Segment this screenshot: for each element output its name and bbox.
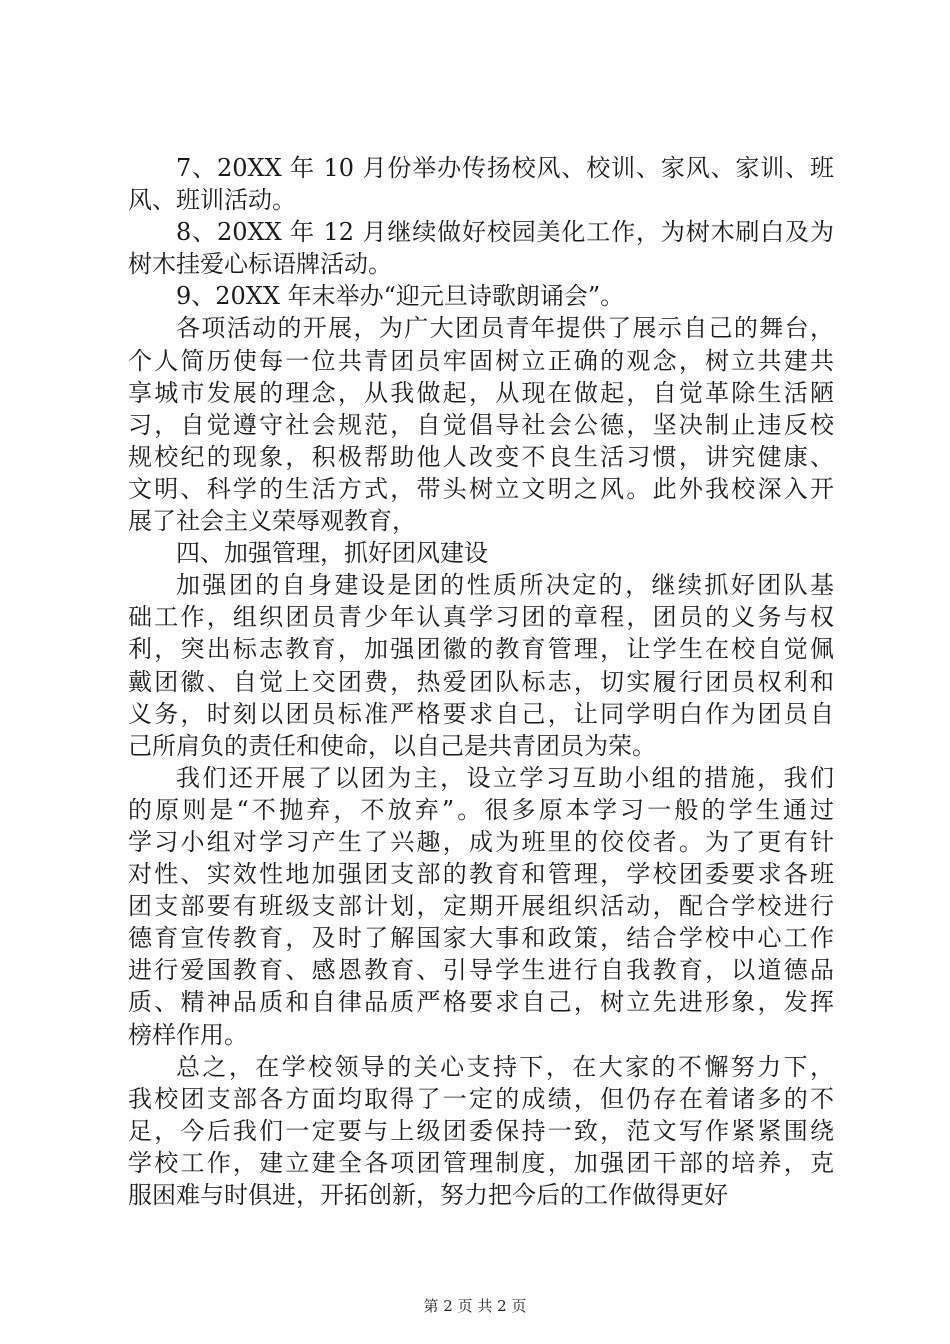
page-number-footer: 第 2 页 共 2 页 [423, 1297, 527, 1315]
text-line: 树木挂爱心标语牌活动。 [128, 250, 392, 279]
text-line: 己所肩负的责任和使命，以自己是共青团员为荣。 [128, 731, 656, 760]
text-line: 的原则是“不抛弃，不放弃”。很多原本学习一般的学生通过 [128, 795, 834, 824]
text-line: 享城市发展的理念，从我做起，从现在做起，自觉革除生活陋 [128, 378, 834, 407]
text-line: 进行爱国教育、感恩教育、引导学生进行自我教育，以道德品 [128, 956, 834, 985]
paragraph-item-9 [128, 280, 834, 312]
text-line: 总之，在学校领导的关心支持下，在大家的不懈努力下， [176, 1052, 834, 1081]
text-line: 服困难与时俱进，开拓创新，努力把今后的工作做得更好 [128, 1181, 728, 1209]
text-line: 规校纪的现象，积极帮助他人改变不良生活习惯，讲究健康、 [128, 442, 834, 471]
text-line: 质、精神品质和自律品质严格要求自己，树立先进形象，发挥 [128, 988, 834, 1017]
text-line: 9、20XX 年末举办“迎元旦诗歌朗诵会”。 [176, 282, 625, 311]
paragraph-conclusion [128, 1051, 834, 1211]
text-line: 风、班训活动。 [128, 186, 296, 215]
text-line: 足，今后我们一定要与上级团委保持一致，范文写作紧紧围绕 [128, 1116, 834, 1145]
document-body [128, 152, 834, 1211]
text-line: 各项活动的开展，为广大团员青年提供了展示自己的舞台， [176, 314, 834, 343]
paragraph-study-groups [128, 762, 834, 1051]
text-line: 利，突出标志教育，加强团徽的教育管理，让学生在校自觉佩 [128, 635, 834, 664]
text-line: 榜样作用。 [128, 1020, 248, 1049]
paragraph-item-7 [128, 152, 834, 216]
text-line: 7、20XX 年 10 月份举办传扬校风、校训、家风、家训、班 [176, 154, 834, 182]
text-line: 学校工作，建立建全各项团管理制度，加强团干部的培养，克 [128, 1148, 834, 1177]
text-line: 文明、科学的生活方式，带头树立文明之风。此外我校深入开 [128, 474, 834, 503]
text-line: 四、加强管理，抓好团风建设 [176, 539, 488, 568]
paragraph-self-building [128, 569, 834, 762]
text-line: 我们还开展了以团为主，设立学习互助小组的措施，我们 [176, 763, 834, 792]
paragraph-item-8 [128, 216, 834, 280]
section-heading [128, 537, 834, 569]
text-line: 习，自觉遵守社会规范，自觉倡导社会公德，坚决制止违反校 [128, 410, 834, 439]
text-line: 对性、实效性地加强团支部的教育和管理，学校团委要求各班 [128, 860, 834, 889]
paragraph-activities [128, 312, 834, 537]
text-line: 义务，时刻以团员标准严格要求自己，让同学明白作为团员自 [128, 699, 834, 728]
text-line: 个人简历使每一位共青团员牢固树立正确的观念，树立共建共 [128, 346, 834, 375]
text-line: 戴团徽、自觉上交团费，热爱团队标志，切实履行团员权利和 [128, 667, 834, 696]
text-line: 团支部要有班级支部计划，定期开展组织活动，配合学校进行 [128, 892, 834, 921]
text-line: 我校团支部各方面均取得了一定的成绩，但仍存在着诸多的不 [128, 1084, 834, 1113]
text-line: 加强团的自身建设是团的性质所决定的，继续抓好团队基 [176, 571, 834, 600]
text-line: 德育宣传教育，及时了解国家大事和政策，结合学校中心工作 [128, 924, 834, 953]
text-line: 学习小组对学习产生了兴趣，成为班里的佼佼者。为了更有针 [128, 827, 834, 856]
text-line: 8、20XX 年 12 月继续做好校园美化工作，为树木刷白及为 [176, 218, 834, 247]
text-line: 础工作，组织团员青少年认真学习团的章程，团员的义务与权 [128, 603, 834, 632]
text-line: 展了社会主义荣辱观教育， [128, 507, 416, 536]
